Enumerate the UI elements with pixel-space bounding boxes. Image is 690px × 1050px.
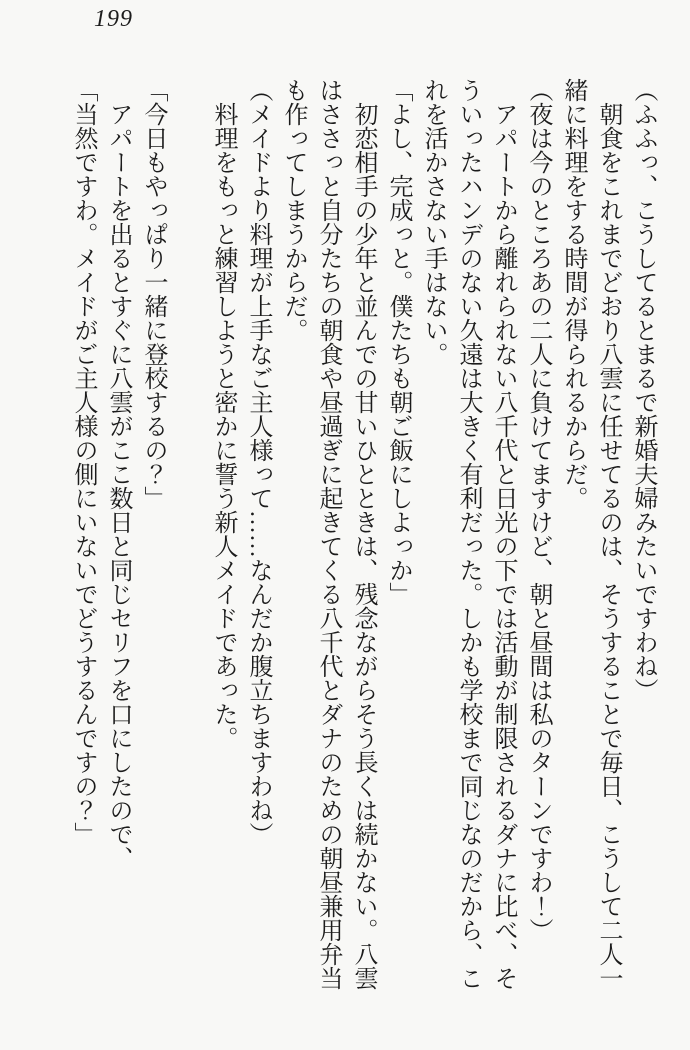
paragraph-narration: 料理をもっと練習しようと密かに誓う新人メイドであった。 xyxy=(210,102,236,750)
paragraph-narration: アパートから離れられない八千代と日光の下では活動が制限されるダナに比べ、そういったハンデのない久遠は大きく有利だった。しかも学校まで同じなのだから、これを活かさない手はない。 xyxy=(420,78,516,990)
paragraph-thought: （メイドより料理が上手なご主人様って……なんだか腹立ちますわね） xyxy=(245,78,271,846)
novel-text-block xyxy=(65,78,660,990)
paragraph-dialogue: 「よし、完成っと。僕たちも朝ご飯にしよっか」 xyxy=(385,78,411,606)
paragraph-narration: 初恋相手の少年と並んでの甘いひとときは、残念ながらそう長くは続かない。八雲はささっと自分たちの朝食や昼過ぎに起きてくる八千代とダナのための朝昼兼用弁当も作ってしまうからだ。 xyxy=(280,78,376,990)
paragraph-narration: アパートを出るとすぐに八雲がここ数日と同じセリフを口にしたので、 xyxy=(105,102,131,870)
paragraph-dialogue: 「今日もやっぱり一緒に登校するの？」 xyxy=(140,78,166,510)
paragraph-thought: （夜は今のところあの二人に負けてますけど、朝と昼間は私のターンですわ！） xyxy=(525,78,551,942)
paragraph-thought: （ふふっ、こうしてるとまるで新婚夫婦みたいですわね） xyxy=(630,78,656,702)
paragraph-dialogue: 「当然ですわ。メイドがご主人様の側にいないでどうするんですの？」 xyxy=(70,78,96,846)
page-number: 199 xyxy=(94,6,133,32)
paragraph-narration: 朝食をこれまでどおり八雲に任せてるのは、そうすることで毎日、こうして二人一緒に料理をする時間が得られるからだ。 xyxy=(560,78,621,990)
